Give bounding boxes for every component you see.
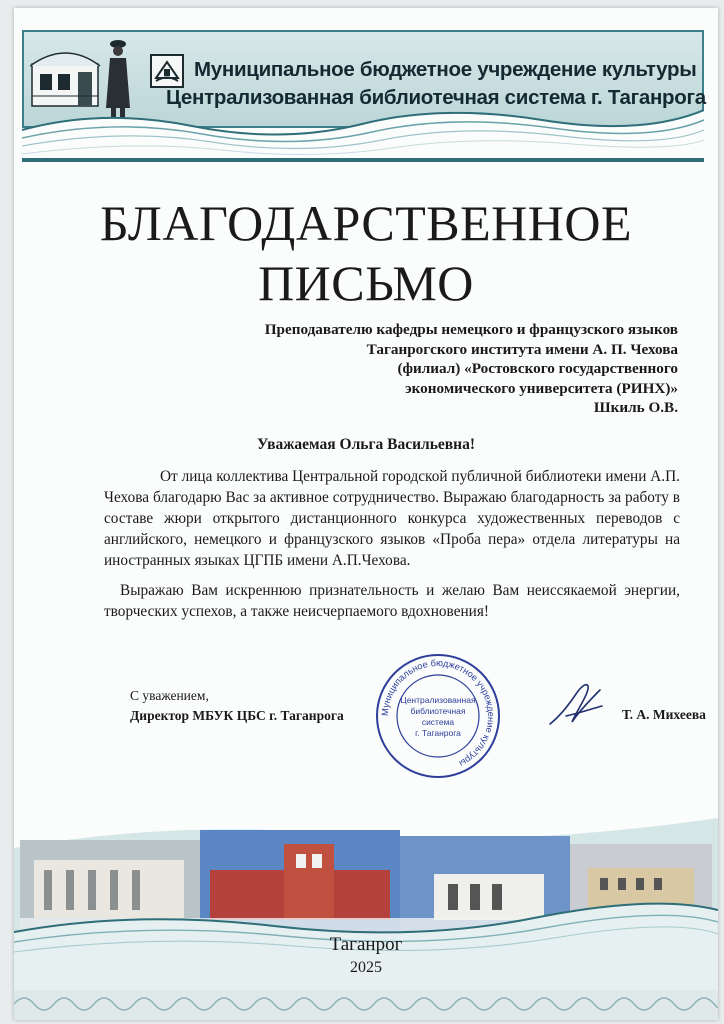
salutation: Уважаемая Ольга Васильевна! [256, 436, 476, 453]
footer-year: 2025 [350, 959, 382, 976]
recipient-line: Таганрогского института имени А. П. Чехова [366, 340, 678, 358]
letter-page [14, 8, 718, 1020]
signer-name: Т. А. Михеева [622, 707, 706, 722]
org-name-line2: Централизованная библиотечная система г. Таганрога [166, 86, 706, 109]
stamp-center-line: Централизованная [400, 695, 476, 705]
decorative-waves [22, 100, 704, 162]
signature-block [130, 686, 344, 726]
stamp-center-line: г. Таганрога [415, 728, 461, 738]
footer-city: Таганрог [329, 934, 403, 955]
body-paragraph-1: От лица коллектива Центральной городской публичной библиотеки имени А.П. Чехова благодарю Вас за активное сотрудничество. Выражаю благодарность за работу в составе жюри открытого дистанционного конкурса художественных переводов с английского, немецкого и французского языков «Проба пера» отдела литературы на иностранных языках ЦГПБ имени А.П.Чехова. [104, 468, 680, 569]
recipient-block [118, 320, 678, 418]
footer-collage [14, 814, 718, 1020]
recipient-line: (филиал) «Ростовского государственного [397, 360, 678, 377]
official-stamp [374, 652, 502, 780]
body-paragraph-2: Выражаю Вам искреннюю признательность и желаю Вам неиссякаемой энергии, творческих успехов, а также неисчерпаемого вдохновения! [104, 582, 680, 620]
document-title-line1: БЛАГОДАРСТВЕННОЕ [99, 195, 633, 251]
stamp-center-line: библиотечная [410, 706, 466, 716]
closing-text: С уважением, [130, 688, 209, 703]
header-banner [22, 30, 704, 162]
recipient-line: Преподавателю кафедры немецкого и французского языков [264, 321, 678, 338]
recipient-line: экономического университета (РИНХ)» [405, 379, 678, 397]
library-building-icon [30, 44, 102, 108]
library-logo-icon [150, 54, 184, 88]
signer-position: Директор МБУК ЦБС г. Таганрога [130, 708, 344, 723]
recipient-name: Шкиль О.В. [593, 399, 678, 416]
org-name-line1: Муниципальное бюджетное учреждение культуры [194, 58, 697, 81]
handwritten-signature [546, 676, 606, 732]
stamp-center-line: система [421, 717, 455, 727]
document-title-line2: ПИСЬМО [258, 255, 474, 311]
stamp-ring-text: Муниципальное бюджетное учреждение культуры [379, 657, 497, 769]
